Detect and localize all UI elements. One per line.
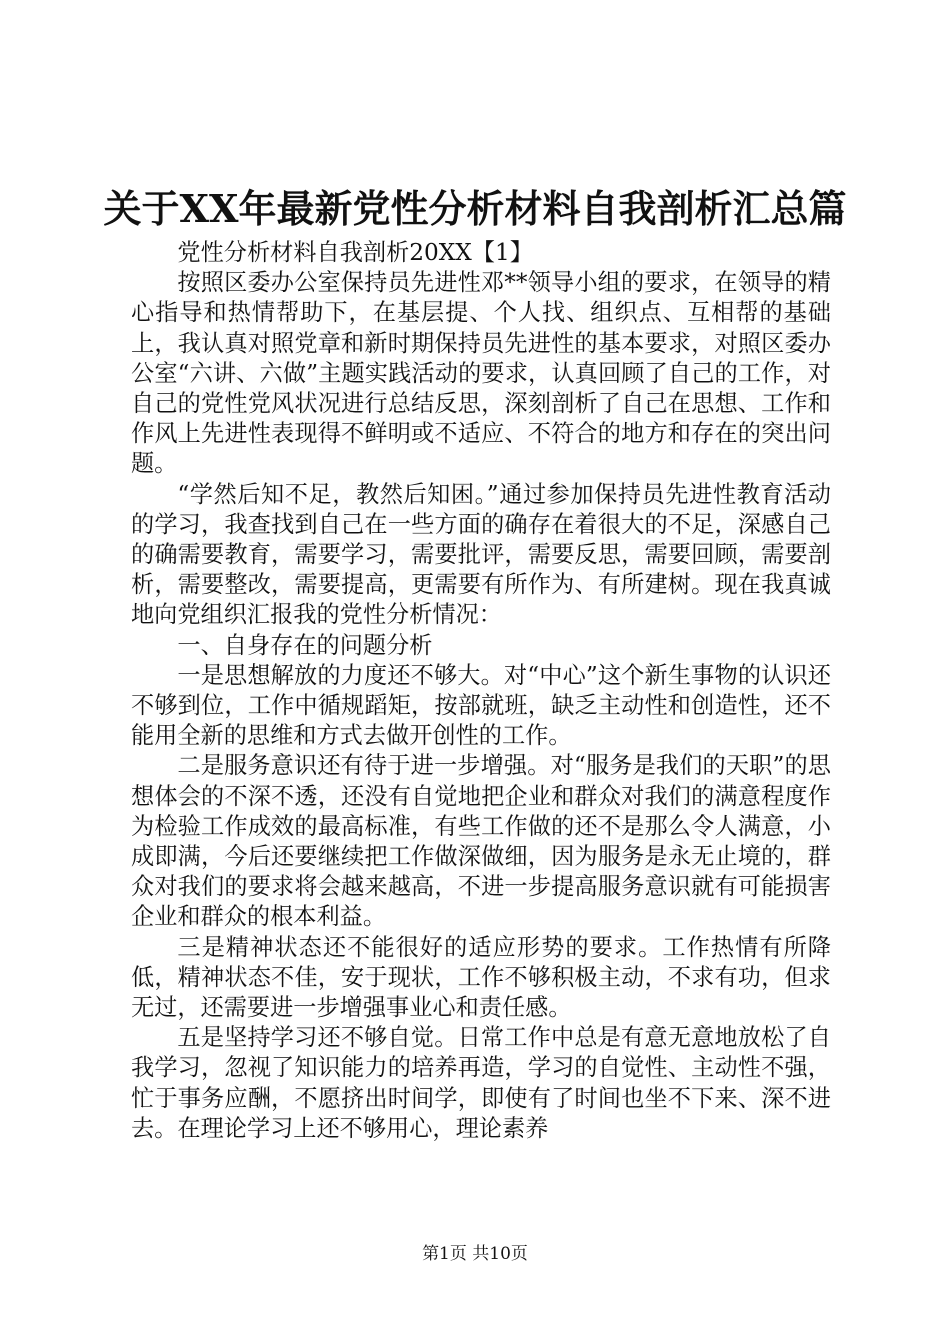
document-title: 关于XX年最新党性分析材料自我剖析汇总篇 bbox=[103, 186, 847, 231]
paragraph-quote: “学然后知不足，教然后知困。”通过参加保持员先进性教育活动的学习，我查找到自己在一些方面的确存在着很大的不足，深感自己的确需要教育，需要学习，需要批评，需要反思，需要回顾，需要剖析，需要整改，需要提高，更需要有所作为、有所建树。现在我真诚地向党组织汇报我的党性分析情况： bbox=[131, 480, 831, 629]
paragraph-item-3: 三是精神状态还不能很好的适应形势的要求。工作热情有所降低，精神状态不佳，安于现状，工作不够积极主动，不求有功，但求无过，还需要进一步增强事业心和责任感。 bbox=[131, 933, 831, 1022]
paragraph-item-2: 二是服务意识还有待于进一步增强。对“服务是我们的天职”的思想体会的不深不透，还没有自觉地把企业和群众对我们的满意程度作为检验工作成效的最高标准，有些工作做的还不是那么令人满意，小成即满，今后还要继续把工作做深做细，因为服务是永无止境的，群众对我们的要求将会越来越高，不进一步提高服务意识就有可能损害企业和群众的根本利益。 bbox=[131, 752, 831, 931]
paragraph-intro: 按照区委办公室保持员先进性邓**领导小组的要求，在领导的精心指导和热情帮助下，在基层提、个人找、组织点、互相帮的基础上，我认真对照党章和新时期保持员先进性的基本要求，对照区委办公室“六讲、六做”主题实践活动的要求，认真回顾了自己的工作，对自己的党性党风状况进行总结反思，深刻剖析了自己在思想、工作和作风上先进性表现得不鲜明或不适应、不符合的地方和存在的突出问题。 bbox=[131, 269, 831, 478]
document-body bbox=[131, 238, 831, 1144]
paragraph-item-5: 五是坚持学习还不够自觉。日常工作中总是有意无意地放松了自我学习，忽视了知识能力的培养再造，学习的自觉性、主动性不强，忙于事务应酬，不愿挤出时间学，即使有了时间也坐不下来、深不进去。在理论学习上还不够用心，理论素养 bbox=[131, 1024, 831, 1142]
section-heading: 一、自身存在的问题分析 bbox=[177, 631, 433, 659]
paragraph-subtitle: 党性分析材料自我剖析20XX【1】 bbox=[177, 239, 533, 266]
paragraph-item-1: 一是思想解放的力度还不够大。对“中心”这个新生事物的认识还不够到位，工作中循规蹈矩，按部就班，缺乏主动性和创造性，还不能用全新的思维和方式去做开创性的工作。 bbox=[131, 661, 831, 750]
page-footer: 第1页 共10页 bbox=[422, 1244, 528, 1264]
